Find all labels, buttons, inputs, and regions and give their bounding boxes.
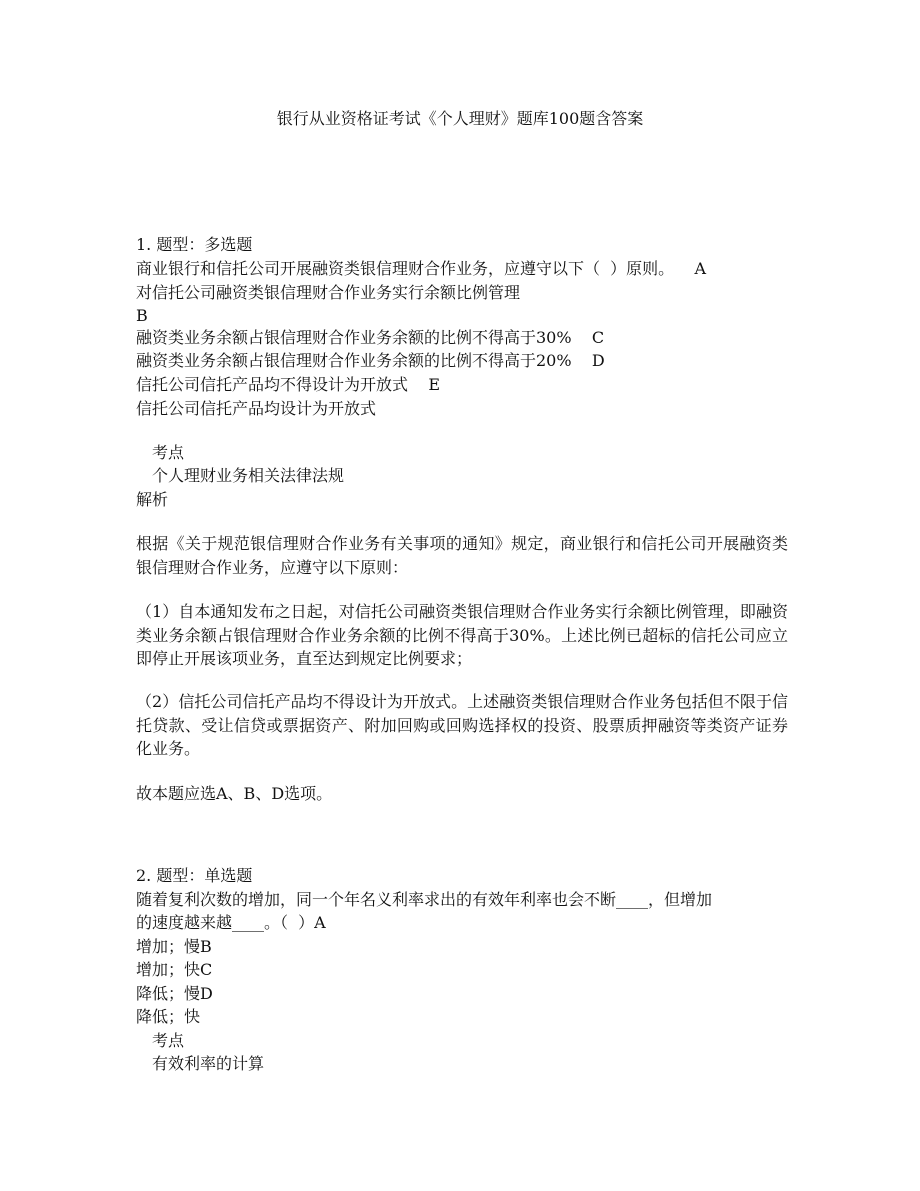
question-1-option-e: 信托公司信托产品均设计为开放式 [136, 399, 377, 418]
question-1-jiexi-label: 解析 [136, 490, 169, 509]
question-1-header: 1. 题型：多选题 [136, 235, 253, 254]
question-1-option-c: 融资类业务余额占银信理财合作业务余额的比例不得高于20% D [136, 351, 605, 370]
question-2-header: 2. 题型：单选题 [136, 866, 253, 885]
question-1-answer: 故本题应选A、B、D选项。 [136, 784, 333, 803]
document-title: 银行从业资格证考试《个人理财》题库100题含答案 [276, 109, 644, 128]
question-1-kaodian: 个人理财业务相关法律法规 [152, 466, 345, 485]
question-2-option-b: 增加；快C [136, 960, 213, 979]
question-1-analysis-point-2: （2）信托公司信托产品均不得设计为开放式。上述融资类银信理财合作业务包括但不限于信托贷款、受让信贷或票据资产、附加回购或回购选择权的投资、股票质押融资等类资产证券化业务。 [136, 692, 788, 758]
question-1-option-d: 信托公司信托产品均不得设计为开放式 E [136, 375, 441, 394]
question-2-option-d: 降低；快 [136, 1007, 201, 1026]
question-1-analysis-point-1: （1）自本通知发布之日起，对信托公司融资类银信理财合作业务实行余额比例管理，即融资类业务余额占银信理财合作业务余额的比例不得高于30%。上述比例已超标的信托公司应立即停止开展该项业务，直至达到规定比例要求； [136, 602, 788, 668]
question-2-option-c: 降低；慢D [136, 984, 213, 1003]
question-1-stem: 商业银行和信托公司开展融资类银信理财合作业务，应遵守以下（ ）原则。 A [136, 259, 707, 278]
question-1-option-b-label: B [136, 306, 148, 325]
question-1-option-b: 融资类业务余额占银信理财合作业务余额的比例不得高于30% C [136, 328, 605, 347]
question-2-stem-line-2: 的速度越来越____。（ ）A [136, 913, 326, 932]
question-1-analysis-intro: 根据《关于规范银信理财合作业务有关事项的通知》规定，商业银行和信托公司开展融资类银信理财合作业务，应遵守以下原则： [136, 534, 788, 577]
question-1-kaodian-label: 考点 [152, 443, 185, 462]
question-2-option-a: 增加；慢B [136, 937, 212, 956]
question-2-kaodian: 有效利率的计算 [152, 1054, 265, 1073]
question-2-stem-line-1: 随着复利次数的增加，同一个年名义利率求出的有效年利率也会不断____，但增加 [136, 890, 713, 909]
question-2-kaodian-label: 考点 [152, 1031, 185, 1050]
question-1-option-a: 对信托公司融资类银信理财合作业务实行余额比例管理 [136, 283, 521, 302]
